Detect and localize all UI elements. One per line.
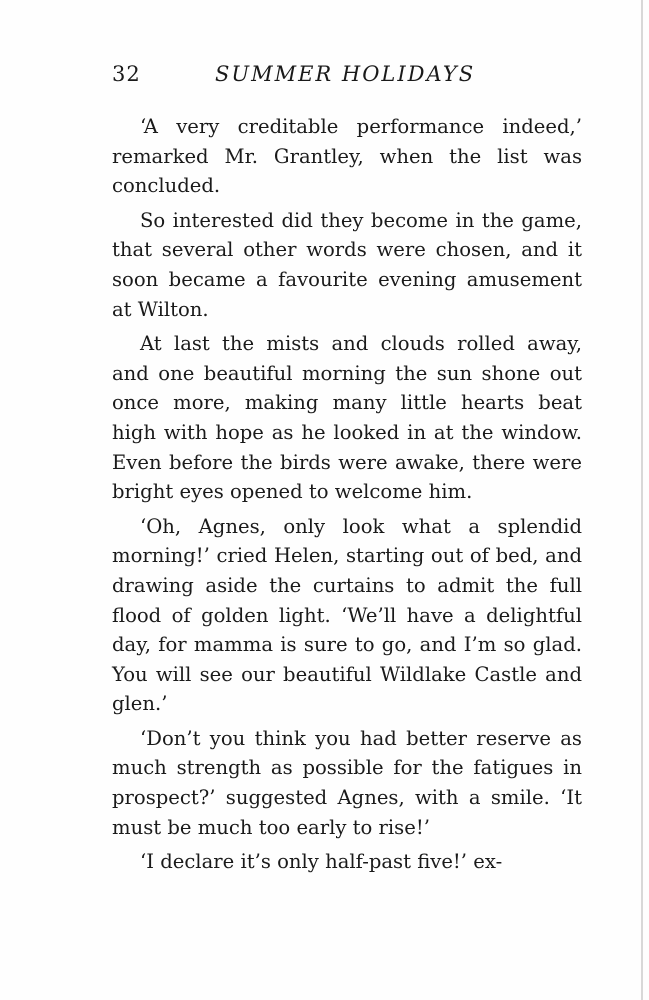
paragraph: So interested did they become in the game, that several other words were chosen, and it soon became a favourite evening amusement at Wilton. bbox=[112, 208, 582, 321]
paragraph: ‘Oh, Agnes, only look what a splendid morning!’ cried Helen, starting out of bed, and drawing aside the curtains to admit the full flood of golden light. ‘We’ll have a delightful day, for mamma is sure to go, and I’m so glad. You will see our beautiful Wildlake Castle and glen.’ bbox=[112, 514, 582, 716]
paragraph: ‘I declare it’s only half-past five!’ ex- bbox=[140, 850, 503, 874]
page-header bbox=[112, 62, 582, 92]
page-number: 32 bbox=[112, 62, 141, 86]
paragraph: ‘A very creditable performance indeed,’ remarked Mr. Grantley, when the list was concluded. bbox=[112, 115, 582, 198]
page-edge-shadow bbox=[641, 0, 643, 1000]
body-text bbox=[112, 112, 582, 877]
running-title: SUMMER HOLIDAYS bbox=[215, 62, 476, 86]
paragraph: At last the mists and clouds rolled away, and one beautiful morning the sun shone out once more, making many little hearts beat high with hope as he looked in at the window. Even before the birds were awake, there were bright eyes opened to welcome him. bbox=[112, 332, 582, 504]
paragraph: ‘Don’t you think you had better reserve as much strength as possible for the fatigues in prospect?’ suggested Agnes, with a smile. ‘It must be much too early to rise!’ bbox=[112, 726, 582, 839]
